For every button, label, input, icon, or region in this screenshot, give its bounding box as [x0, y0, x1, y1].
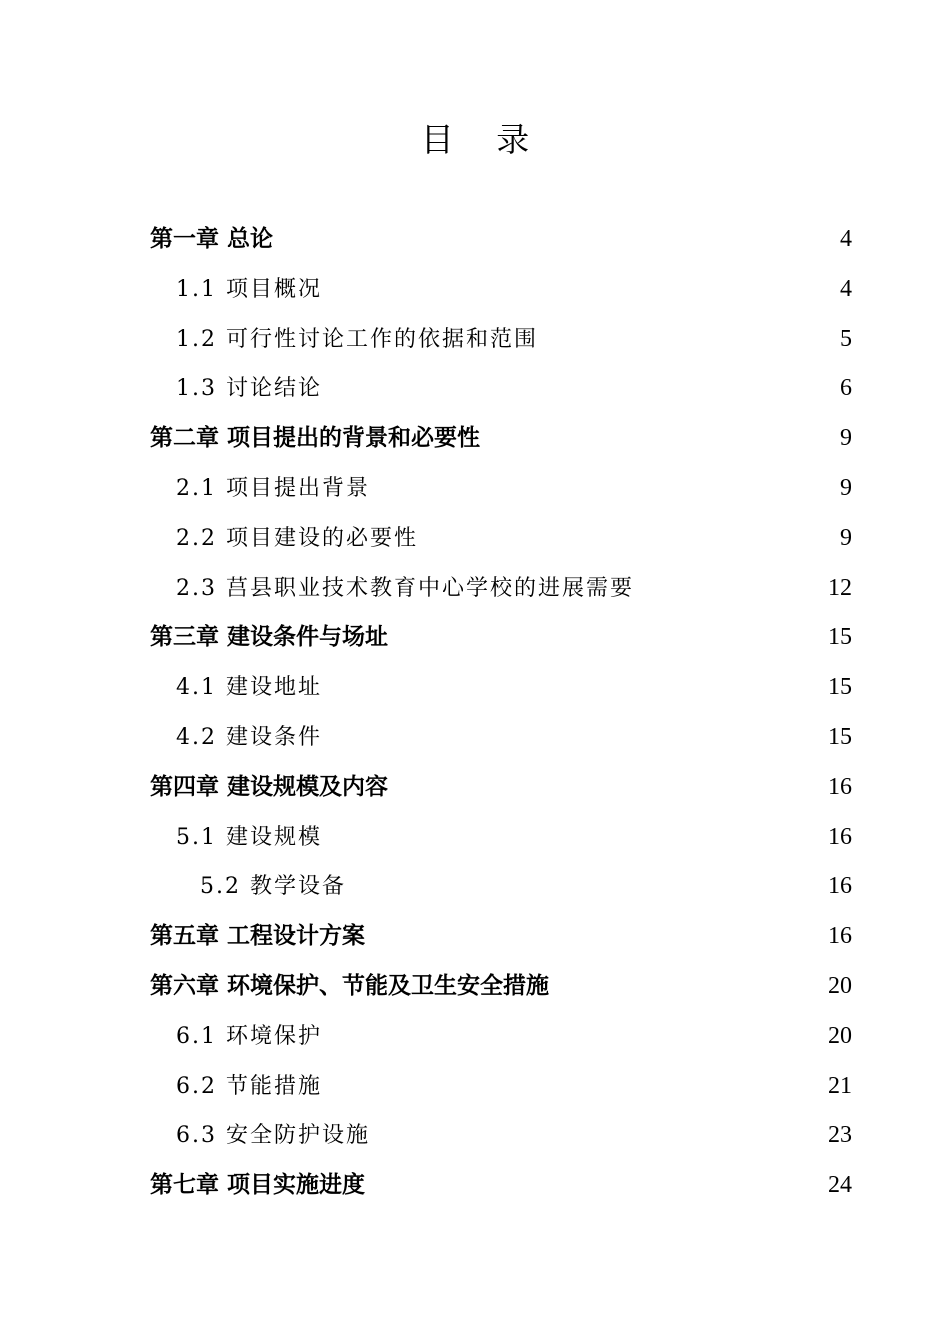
toc-entry-text: 6.1 环境保护: [176, 1023, 322, 1049]
toc-entry-chapter-7[interactable]: [150, 1161, 852, 1211]
page-title: 目 录: [420, 120, 546, 159]
toc-page-number: 15: [828, 624, 852, 651]
toc-page-number: 5: [840, 325, 852, 352]
toc-page-number: 24: [828, 1172, 852, 1199]
toc-page-number: 16: [828, 873, 852, 900]
toc-entry-text: 6.3 安全防护设施: [176, 1123, 370, 1149]
toc-entry-1-2[interactable]: [150, 315, 852, 365]
toc-entry-6-1[interactable]: [150, 1012, 852, 1062]
toc-page-number: 9: [840, 524, 852, 551]
toc-entry-text: 第七章 项目实施进度: [150, 1172, 366, 1199]
toc-entry-text: 4.2 建设条件: [176, 724, 322, 750]
toc-page-number: 15: [828, 723, 852, 750]
toc-entry-6-3[interactable]: [150, 1111, 852, 1161]
toc-entry-text: 2.1 项目提出背景: [176, 475, 370, 501]
toc-entry-chapter-4[interactable]: [150, 763, 852, 813]
toc-entry-2-3[interactable]: [150, 564, 852, 614]
toc-entry-5-2[interactable]: [150, 862, 852, 912]
toc-entry-text: 第二章 项目提出的背景和必要性: [150, 425, 481, 452]
toc-entry-text: 1.3 讨论结论: [176, 376, 322, 402]
toc-page-number: 16: [828, 823, 852, 850]
toc-page-number: 9: [840, 425, 852, 452]
toc-entry-text: 第一章 总论: [150, 226, 274, 252]
toc-page-number: 16: [828, 773, 852, 800]
toc-entry-text: 6.2 节能措施: [176, 1073, 322, 1099]
toc-page-number: 4: [840, 226, 852, 252]
toc-entry-chapter-6[interactable]: [150, 962, 852, 1012]
toc-entry-text: 4.1 建设地址: [176, 675, 322, 701]
toc-entry-text: 2.2 项目建设的必要性: [176, 525, 418, 551]
toc-page-number: 20: [828, 1022, 852, 1049]
toc-entry-chapter-2[interactable]: [150, 414, 852, 464]
toc-entry-4-2[interactable]: [150, 713, 852, 763]
toc-page-number: 20: [828, 972, 852, 999]
toc-page-number: 23: [828, 1122, 852, 1149]
toc-entry-2-2[interactable]: [150, 514, 852, 564]
toc-entry-chapter-1[interactable]: [150, 215, 852, 265]
toc-entry-4-1[interactable]: [150, 663, 852, 713]
toc-entry-text: 第三章 建设条件与场址: [150, 624, 389, 651]
toc-entry-chapter-3[interactable]: [150, 613, 852, 663]
toc-entry-text: 第四章 建设规模及内容: [150, 773, 389, 800]
toc-page-number: 21: [828, 1072, 852, 1099]
toc-entry-chapter-5[interactable]: [150, 912, 852, 962]
toc-entry-text: 2.3 莒县职业技术教育中心学校的进展需要: [176, 575, 634, 601]
toc-page-number: 15: [828, 674, 852, 701]
toc-entry-6-2[interactable]: [150, 1062, 852, 1112]
toc-entry-text: 1.1 项目概况: [176, 276, 322, 302]
toc-entry-1-3[interactable]: [150, 364, 852, 414]
toc-entry-text: 5.2 教学设备: [200, 874, 346, 900]
toc-entry-text: 第六章 环境保护、节能及卫生安全措施: [150, 972, 550, 999]
toc-page-number: 12: [828, 574, 852, 601]
toc-page-number: 6: [840, 375, 852, 402]
toc-entry-5-1[interactable]: [150, 813, 852, 863]
toc-page-number: 4: [840, 275, 852, 302]
toc-entry-text: 5.1 建设规模: [176, 824, 322, 850]
toc-entry-1-1[interactable]: [150, 265, 852, 315]
table-of-contents: [150, 215, 852, 1211]
toc-page-number: 9: [840, 474, 852, 501]
toc-entry-2-1[interactable]: [150, 464, 852, 514]
toc-entry-text: 1.2 可行性讨论工作的依据和范围: [176, 326, 538, 352]
toc-page-number: 16: [828, 923, 852, 950]
toc-entry-text: 第五章 工程设计方案: [150, 923, 366, 950]
